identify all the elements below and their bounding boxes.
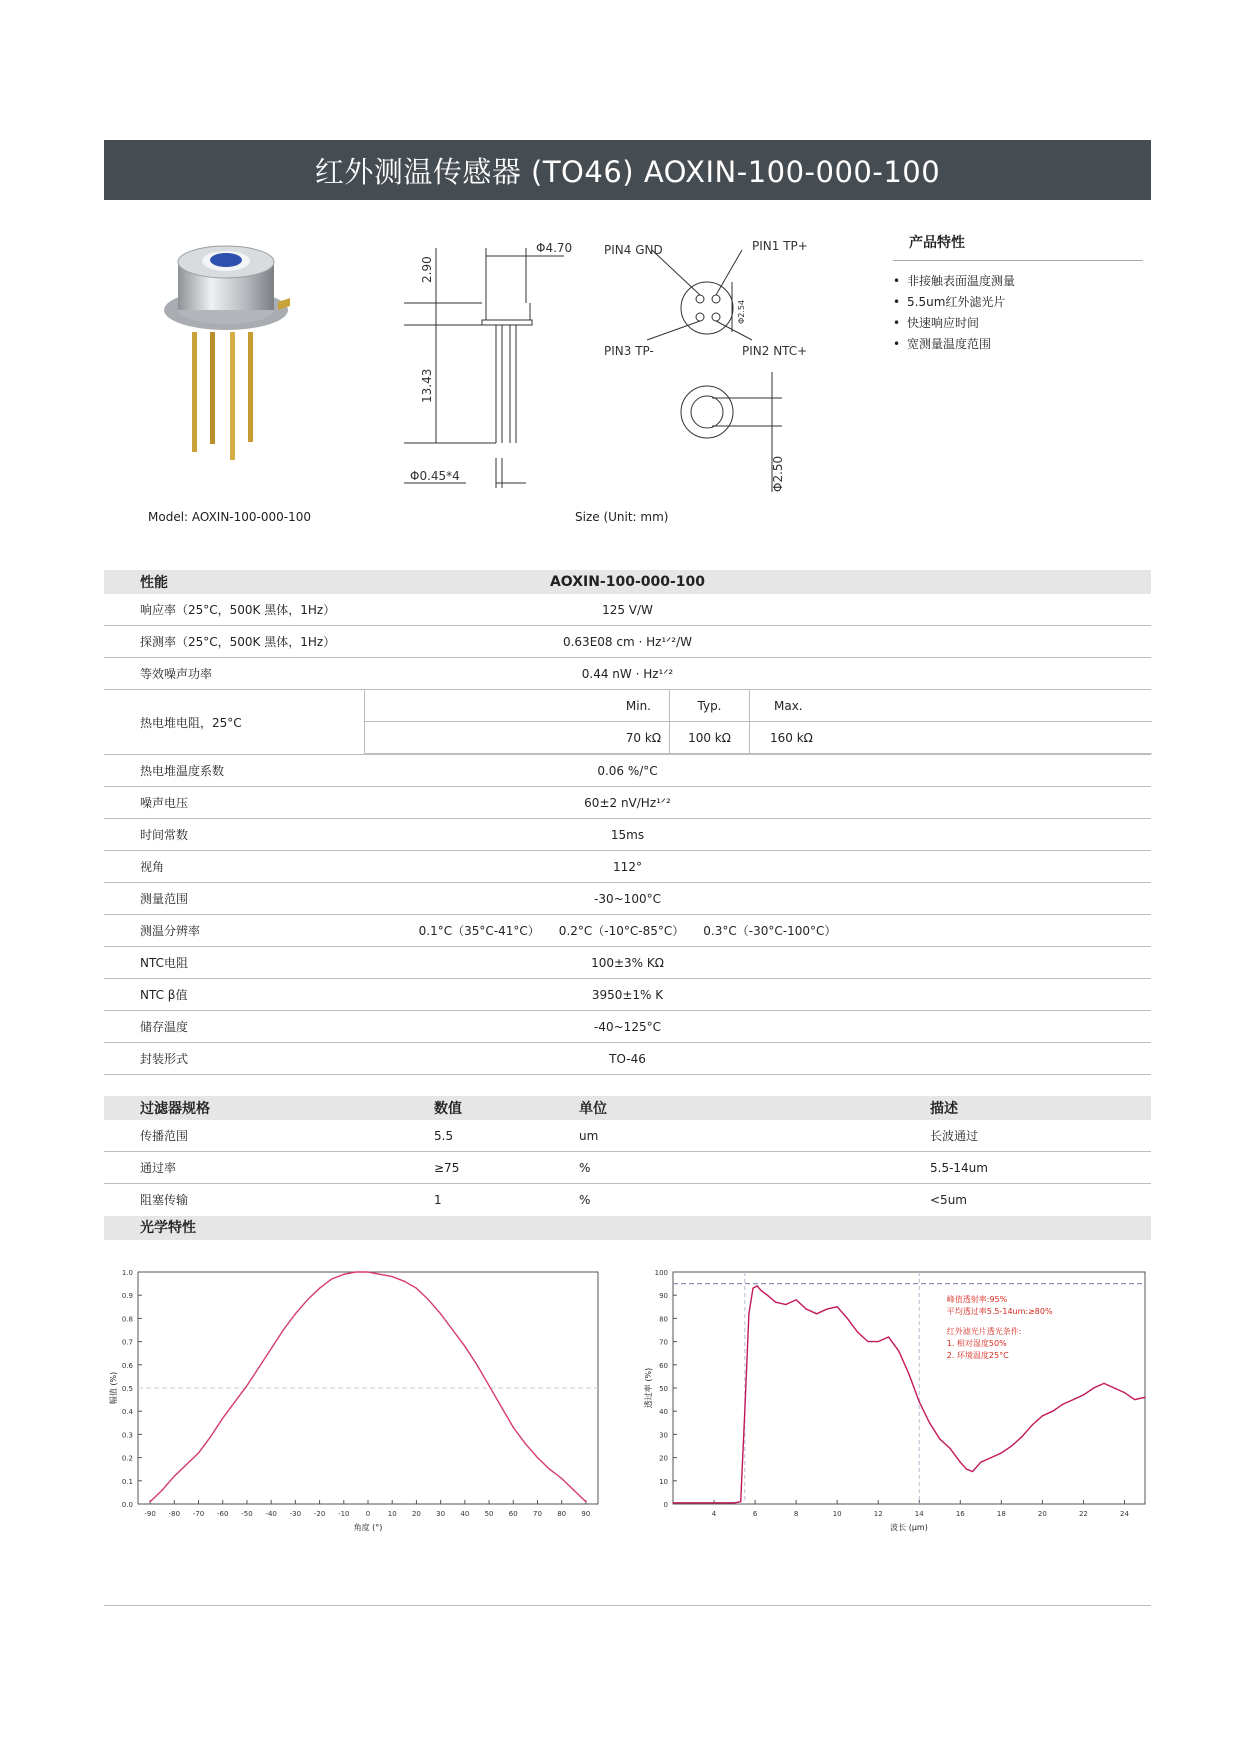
x-tick-label: -80 — [168, 1510, 181, 1518]
data-point — [525, 1443, 526, 1444]
y-tick-label: 30 — [659, 1431, 668, 1440]
filter-table — [104, 1096, 1151, 1215]
data-point — [806, 1309, 807, 1310]
data-point — [693, 1502, 694, 1503]
data-point — [960, 1462, 961, 1463]
dim-window-diameter: Φ2.50 — [771, 455, 785, 492]
data-point — [949, 1448, 950, 1449]
x-tick-label: 10 — [832, 1510, 842, 1518]
data-point — [939, 1438, 940, 1439]
plot-frame — [673, 1272, 1145, 1504]
table-row: 热电堆温度系数 0.06 %/°C — [104, 755, 1151, 787]
data-point — [246, 1385, 247, 1386]
y-tick-label: 40 — [659, 1408, 668, 1417]
data-point — [343, 1274, 344, 1275]
data-point — [162, 1489, 163, 1490]
data-point — [1093, 1387, 1094, 1388]
resistance-typ: 100 kΩ — [670, 722, 750, 754]
data-point — [1083, 1394, 1084, 1395]
dim-height-1343: 13.43 — [420, 368, 434, 403]
page-title-bar — [104, 140, 1151, 200]
chart-annotation: 红外滤光片透光条件: — [946, 1327, 1022, 1336]
data-point — [775, 1302, 776, 1303]
x-tick-label: 20 — [411, 1510, 421, 1518]
y-tick-label: 20 — [659, 1454, 668, 1463]
table-row: 传播范围 5.5 um 长波通过 — [104, 1120, 1151, 1152]
dim-height-290: 2.90 — [420, 256, 434, 283]
data-point — [573, 1489, 574, 1490]
x-tick-label: -40 — [265, 1510, 277, 1518]
y-tick-label: 0 — [663, 1501, 668, 1509]
data-point — [198, 1452, 199, 1453]
x-tick-label: 14 — [914, 1510, 924, 1518]
data-point — [1032, 1425, 1033, 1426]
resistance-typ-header: Typ. — [670, 690, 750, 722]
resistance-max: 160 kΩ — [750, 722, 1152, 754]
data-point — [837, 1306, 838, 1307]
data-point — [452, 1329, 453, 1330]
data-point — [740, 1501, 741, 1502]
data-point — [1073, 1399, 1074, 1400]
y-tick-label: 0.6 — [121, 1361, 133, 1370]
resistance-label: 热电堆电阻，25°C — [104, 690, 364, 755]
y-tick-label: 100 — [654, 1269, 668, 1277]
data-point — [929, 1422, 930, 1423]
data-point — [878, 1341, 879, 1342]
x-tick-label: 6 — [752, 1510, 758, 1518]
dim-pin-circle: Φ2.54 — [737, 299, 746, 324]
feature-item: • 非接触表面温度测量 — [893, 274, 1016, 288]
x-tick-label: 20 — [1037, 1510, 1047, 1518]
series-line — [150, 1272, 586, 1502]
x-axis-label: 波长 (μm) — [890, 1523, 928, 1532]
chart-annotation: 1. 相对湿度50% — [946, 1339, 1007, 1348]
feature-item: • 宽测量温度范围 — [893, 337, 992, 351]
y-tick-label: 0.0 — [121, 1501, 133, 1509]
pin1-label: PIN1 TP+ — [752, 239, 808, 253]
data-point — [488, 1385, 489, 1386]
dimension-drawing-pins — [602, 232, 808, 502]
y-axis-label: 幅值 (%) — [109, 1371, 118, 1405]
data-point — [464, 1346, 465, 1347]
product-photo — [150, 232, 320, 462]
data-point — [258, 1367, 259, 1368]
data-point — [761, 1290, 762, 1291]
data-point — [150, 1501, 151, 1502]
x-tick-label: -50 — [241, 1510, 253, 1518]
y-tick-label: 10 — [659, 1477, 668, 1486]
chart-annotation: 2. 环境温度25°C — [946, 1351, 1009, 1360]
plot-frame — [138, 1272, 598, 1504]
feature-item: • 5.5um红外滤光片 — [893, 295, 1006, 309]
data-point — [734, 1502, 735, 1503]
x-tick-label: 24 — [1120, 1510, 1129, 1518]
resistance-max-header: Max. — [750, 690, 1152, 722]
data-point — [1144, 1397, 1145, 1398]
y-tick-label: 0.1 — [121, 1477, 133, 1486]
data-point — [549, 1469, 550, 1470]
x-tick-label: 16 — [955, 1510, 965, 1518]
y-tick-label: 1.0 — [121, 1269, 133, 1277]
data-point — [888, 1336, 889, 1337]
chart-angle — [100, 1262, 620, 1556]
x-tick-label: -60 — [217, 1510, 229, 1518]
optical-section-title: 光学特性 — [104, 1216, 1151, 1240]
data-point — [307, 1299, 308, 1300]
data-point — [757, 1285, 758, 1286]
data-point — [796, 1299, 797, 1300]
resistance-row — [104, 690, 1151, 755]
data-point — [186, 1464, 187, 1465]
table-row: 视角 112° — [104, 851, 1151, 883]
data-point — [908, 1373, 909, 1374]
size-caption: Size (Unit: mm) — [575, 510, 669, 524]
data-point — [1021, 1436, 1022, 1437]
data-point — [271, 1348, 272, 1349]
data-point — [537, 1457, 538, 1458]
features-title: 产品特性 — [893, 232, 1143, 261]
table-row: 储存温度 -40~125°C — [104, 1011, 1151, 1043]
data-point — [752, 1288, 753, 1289]
table-row: 噪声电压 60±2 nV/Hz¹ᐟ² — [104, 787, 1151, 819]
footer-divider — [104, 1605, 1151, 1606]
data-point — [222, 1418, 223, 1419]
data-point — [295, 1313, 296, 1314]
x-tick-label: -10 — [338, 1510, 350, 1518]
x-tick-label: 18 — [996, 1510, 1006, 1518]
resistance-min: 70 kΩ — [365, 722, 670, 754]
y-tick-label: 70 — [659, 1338, 668, 1347]
table-row: 探测率（25°C，500K 黑体，1Hz） 0.63E08 cm · Hz¹ᐟ²/W — [104, 626, 1151, 658]
x-tick-label: -20 — [313, 1510, 326, 1518]
x-tick-label: -70 — [192, 1510, 205, 1518]
dim-pin-diameter: Φ0.45*4 — [410, 469, 460, 483]
data-point — [857, 1332, 858, 1333]
data-point — [234, 1401, 235, 1402]
filter-header-row: 过滤器规格 数值 单位 描述 — [104, 1096, 1151, 1120]
table-row: 测温分辨率 0.1°C（35°C-41°C） 0.2°C（-10°C-85°C） 0.3°C（-30°C-100°C） — [104, 915, 1151, 947]
data-point — [380, 1274, 381, 1275]
data-point — [1042, 1415, 1043, 1416]
table-row: NTC电阻 100±3% KΩ — [104, 947, 1151, 979]
chart-annotation: 峰值透射率:95% — [946, 1295, 1008, 1304]
data-point — [501, 1406, 502, 1407]
data-point — [672, 1502, 673, 1503]
data-point — [748, 1313, 749, 1314]
chart-transmission — [645, 1262, 1155, 1556]
x-tick-label: 0 — [365, 1510, 371, 1518]
data-point — [713, 1502, 714, 1503]
data-point — [1134, 1399, 1135, 1400]
x-tick-label: -30 — [289, 1510, 302, 1518]
y-tick-label: 0.4 — [121, 1408, 133, 1417]
x-tick-label: 70 — [533, 1510, 542, 1518]
data-point — [898, 1350, 899, 1351]
data-point — [847, 1318, 848, 1319]
data-point — [744, 1411, 745, 1412]
data-point — [367, 1271, 368, 1272]
data-point — [585, 1501, 586, 1502]
spec-header-row — [104, 570, 1151, 594]
table-row: 通过率 ≥75 % 5.5-14um — [104, 1152, 1151, 1184]
data-point — [174, 1476, 175, 1477]
x-tick-label: 12 — [873, 1510, 883, 1518]
data-point — [319, 1288, 320, 1289]
data-point — [767, 1295, 768, 1296]
series-line — [673, 1286, 1145, 1503]
pin2-label: PIN2 NTC+ — [742, 344, 808, 358]
x-tick-label: 10 — [387, 1510, 397, 1518]
data-point — [1052, 1411, 1053, 1412]
x-tick-label: 22 — [1078, 1510, 1088, 1518]
data-point — [1011, 1445, 1012, 1446]
spec-header-value: AOXIN-100-000-100 — [364, 570, 1151, 594]
data-point — [990, 1457, 991, 1458]
pin3-label: PIN3 TP- — [604, 344, 654, 358]
x-tick-label: 4 — [711, 1510, 717, 1518]
table-row: 阻塞传输 1 % <5um — [140, 1192, 967, 1207]
data-point — [561, 1478, 562, 1479]
x-tick-label: -90 — [144, 1510, 156, 1518]
chart-annotation: 平均透过率5.5-14um:≥80% — [946, 1307, 1053, 1316]
data-point — [283, 1329, 284, 1330]
y-tick-label: 0.3 — [121, 1431, 133, 1440]
features-list — [893, 271, 1143, 355]
data-point — [1001, 1452, 1002, 1453]
y-tick-label: 0.9 — [121, 1292, 133, 1301]
y-tick-label: 60 — [659, 1361, 668, 1370]
data-point — [1103, 1383, 1104, 1384]
data-point — [1124, 1392, 1125, 1393]
x-tick-label: 8 — [793, 1510, 799, 1518]
data-point — [919, 1401, 920, 1402]
x-axis-label: 角度 (°) — [353, 1523, 383, 1532]
data-point — [476, 1364, 477, 1365]
pin4-label: PIN4 GND — [604, 243, 663, 257]
y-tick-label: 0.8 — [121, 1315, 133, 1324]
y-tick-label: 0.7 — [121, 1338, 133, 1347]
data-point — [966, 1469, 967, 1470]
data-point — [355, 1271, 356, 1272]
resistance-min-header: Min. — [365, 690, 670, 722]
data-point — [331, 1278, 332, 1279]
data-point — [980, 1462, 981, 1463]
data-point — [867, 1341, 868, 1342]
y-tick-label: 0.2 — [121, 1454, 133, 1463]
y-tick-label: 50 — [659, 1385, 668, 1393]
table-row: NTC β值 3950±1% K — [104, 979, 1151, 1011]
x-tick-label: 30 — [436, 1510, 446, 1518]
data-point — [513, 1427, 514, 1428]
dim-diameter-470: Φ4.70 — [536, 241, 573, 255]
table-row: 等效噪声功率 0.44 nW · Hz¹ᐟ² — [104, 658, 1151, 690]
data-point — [428, 1299, 429, 1300]
data-point — [1062, 1404, 1063, 1405]
data-point — [404, 1281, 405, 1282]
y-tick-label: 90 — [659, 1292, 668, 1301]
data-point — [785, 1304, 786, 1305]
spec-table — [104, 570, 1151, 1075]
table-row: 测量范围 -30~100°C — [104, 883, 1151, 915]
model-caption: Model: AOXIN-100-000-100 — [148, 510, 312, 524]
feature-item: • 快速响应时间 — [893, 316, 980, 330]
y-tick-label: 80 — [659, 1315, 668, 1324]
features-panel — [893, 232, 1143, 355]
data-point — [972, 1471, 973, 1472]
x-tick-label: 60 — [508, 1510, 518, 1518]
data-point — [416, 1288, 417, 1289]
table-row: 封装形式 TO-46 — [104, 1043, 1151, 1075]
data-point — [816, 1313, 817, 1314]
y-axis-label: 透过率 (%) — [644, 1367, 653, 1409]
x-tick-label: 80 — [557, 1510, 567, 1518]
table-row: 响应率（25°C，500K 黑体，1Hz） 125 V/W — [104, 594, 1151, 626]
x-tick-label: 90 — [581, 1510, 591, 1518]
spec-header-label: 性能 — [104, 570, 364, 594]
y-tick-label: 0.5 — [121, 1385, 133, 1393]
x-tick-label: 40 — [460, 1510, 470, 1518]
data-point — [440, 1313, 441, 1314]
data-point — [210, 1436, 211, 1437]
x-tick-label: 50 — [484, 1510, 494, 1518]
data-point — [392, 1276, 393, 1277]
data-point — [1114, 1387, 1115, 1388]
page-title: 红外测温传感器 (TO46) AOXIN-100-000-100 — [314, 154, 941, 189]
table-row: 时间常数 15ms — [104, 819, 1151, 851]
dimension-drawing-side — [396, 228, 596, 498]
data-point — [826, 1309, 827, 1310]
